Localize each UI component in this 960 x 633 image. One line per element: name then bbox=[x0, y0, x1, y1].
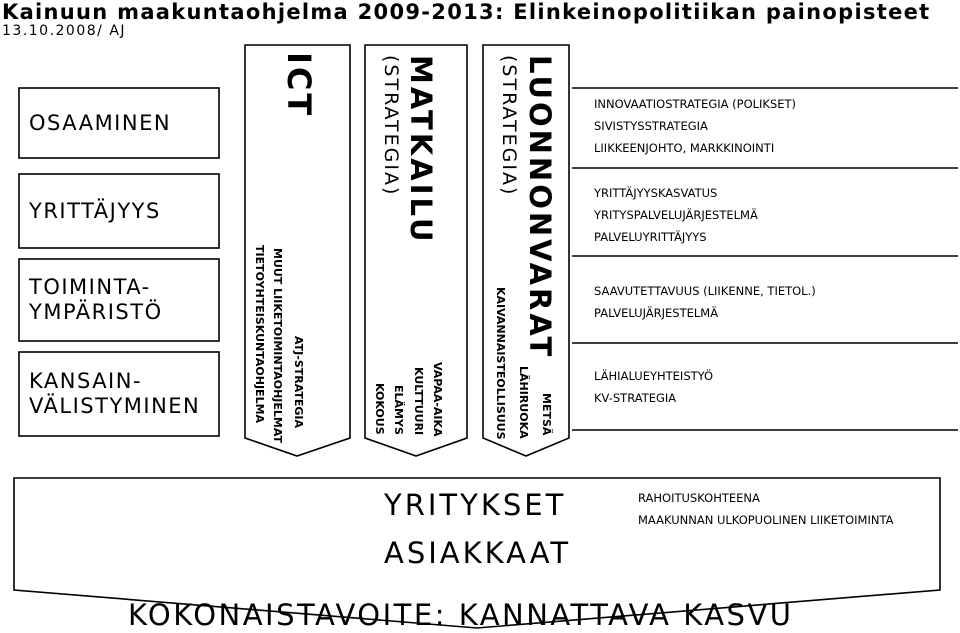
left-box-osaaminen: OSAAMINEN bbox=[29, 110, 172, 135]
arrow-matkailu-item-2: KULTTUURI bbox=[412, 367, 425, 436]
arrow-luonnonvarat-item-3: KAIVANNAISTEOLLISUUS bbox=[494, 287, 507, 440]
arrow-ict-item-3: TIETOYHTEISKUNTAOHJELMA bbox=[253, 245, 266, 424]
right-group-1-line-1: INNOVAATIOSTRATEGIA (POLIKSET) bbox=[594, 97, 797, 111]
right-group-2-line-1: YRITTÄJYYSKASVATUS bbox=[594, 186, 718, 200]
right-group-2-line-2: YRITYSPALVELUJÄRJESTELMÄ bbox=[594, 208, 758, 222]
right-group-1-line-3: LIIKKEENJOHTO, MARKKINOINTI bbox=[594, 141, 775, 155]
arrow-luonnonvarat-subtitle: (STRATEGIA) bbox=[498, 55, 520, 197]
right-group-4-line-2: KV-STRATEGIA bbox=[594, 391, 677, 405]
right-group-3-line-2: PALVELUJÄRJESTELMÄ bbox=[594, 306, 719, 320]
right-group-2-line-3: PALVELUYRITTÄJYYS bbox=[594, 230, 707, 244]
arrow-luonnonvarat-item-2: LÄHIRUOKA bbox=[517, 366, 530, 439]
right-group-3-line-1: SAAVUTETTAVUUS (LIIKENNE, TIETOL.) bbox=[594, 284, 816, 298]
right-group-4-line-1: LÄHIALUEYHTEISTYÖ bbox=[594, 369, 714, 383]
overall-goal: KOKONAISTAVOITE: KANNATTAVA KASVU bbox=[128, 598, 794, 632]
arrow-luonnonvarat-item-1: METSÄ bbox=[540, 393, 553, 436]
right-group-1-line-2: SIVISTYSSTRATEGIA bbox=[594, 119, 708, 133]
arrow-matkailu-item-3: ELÄMYS bbox=[392, 385, 405, 435]
page-title: Kainuun maakuntaohjelma 2009-2013: Elinkeinopolitiikan painopisteet bbox=[2, 0, 931, 24]
left-box-toimintaymparisto: TOIMINTA- YMPÄRISTÖ bbox=[29, 275, 163, 324]
bottom-right-line-1: RAHOITUSKOHTEENA bbox=[638, 491, 760, 505]
date-label: 13.10.2008/ AJ bbox=[2, 23, 127, 39]
arrow-matkailu-item-4: KOKOUS bbox=[373, 383, 386, 435]
left-box-kansainvalistyminen: KANSAIN- VÄLISTYMINEN bbox=[29, 369, 201, 418]
yritykset-label: YRITYKSET bbox=[384, 488, 567, 522]
arrow-ict-item-2: MUUT LIIKETOIMINTAOHJELMAT bbox=[271, 248, 284, 444]
arrow-luonnonvarat-title: LUONNONVARAT bbox=[523, 55, 557, 360]
arrow-matkailu-item-1: VAPAA-AIKA bbox=[431, 362, 444, 437]
arrow-ict-item-1: ATJ-STRATEGIA bbox=[292, 336, 305, 429]
bottom-right-line-2: MAAKUNNAN ULKOPUOLINEN LIIKETOIMINTA bbox=[638, 513, 894, 527]
arrow-ict-title: ICT bbox=[280, 52, 318, 119]
arrow-matkailu-subtitle: (STRATEGIA) bbox=[380, 55, 402, 197]
arrow-matkailu-title: MATKAILU bbox=[404, 55, 438, 245]
asiakkaat-label: ASIAKKAAT bbox=[384, 536, 572, 570]
left-box-yrittajyys: YRITTÄJYYS bbox=[29, 198, 161, 223]
